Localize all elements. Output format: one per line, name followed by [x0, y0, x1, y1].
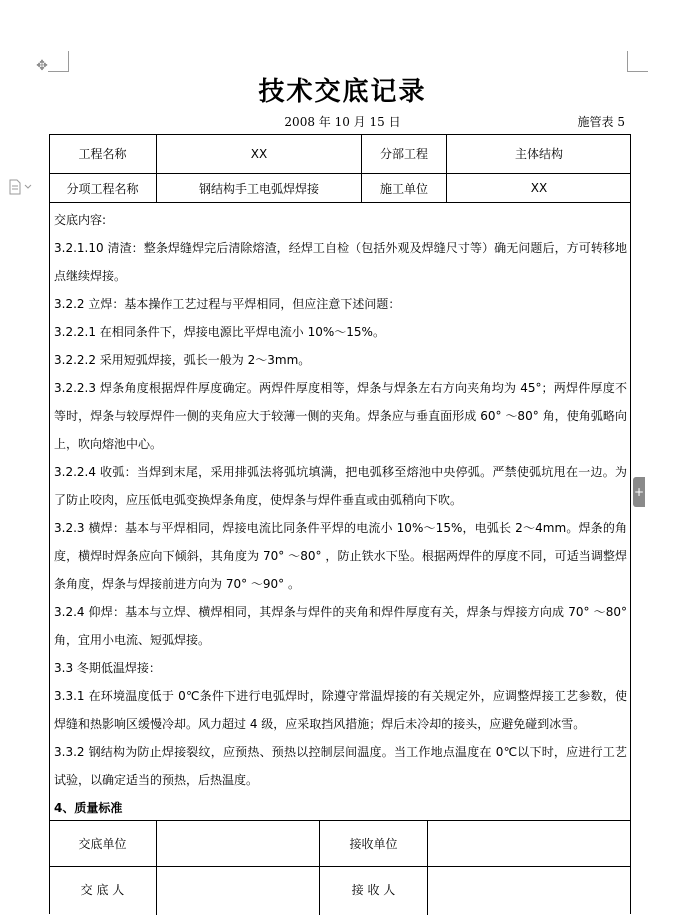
content-paragraph: 3.2.2.3 焊条角度根据焊件厚度确定。两焊件厚度相等，焊条与焊条左右方向夹角均为 45°；两焊件厚度不等时，焊条与较厚焊件一侧的夹角应大于较薄一侧的夹角。焊条应与垂直面形成 60° ～80° 角，使角弧略向上，吹向熔池中心。	[54, 381, 627, 451]
project-name-label: 工程名称	[78, 147, 127, 161]
division-label: 分部工程	[379, 147, 428, 161]
document-title: 技术交底记录	[258, 77, 427, 107]
receiving-unit-label: 接收单位	[349, 837, 398, 851]
disclosing-unit-label: 交底单位	[78, 837, 127, 851]
subproject-name-value[interactable]: 钢结构手工电弧焊焊接	[198, 181, 319, 196]
construction-unit-value[interactable]: XX	[530, 181, 548, 195]
content-paragraph: 3.3.2 钢结构为防止焊接裂纹，应预热、预热以控制层间温度。当工作地点温度在 0℃以下时，应进行工艺试验，以确定适当的预热，后热温度。	[54, 745, 627, 787]
construction-unit-label: 施工单位	[379, 181, 428, 196]
form-code: 施管表 5	[577, 115, 625, 129]
side-panel-expand-icon[interactable]: +	[633, 477, 645, 507]
project-name-value[interactable]: XX	[250, 146, 268, 161]
division-value[interactable]: 主体结构	[514, 147, 563, 161]
table-move-handle-icon[interactable]: ✥	[36, 58, 48, 74]
content-paragraph: 3.2.2.1 在相同条件下，焊接电源比平焊电流小 10%～15%。	[54, 325, 385, 339]
receiving-unit-value[interactable]	[428, 821, 631, 866]
content-paragraph: 3.2.2.4 收弧：当焊到末尾，采用排弧法将弧坑填满，把电弧移至熔池中央停弧。严禁使弧坑甩在一边。为了防止咬肉，应压低电弧变换焊条角度，使焊条与焊件垂直或由弧稍向下吹。	[54, 465, 627, 507]
receiver-value[interactable]	[428, 867, 631, 911]
content-paragraph: 3.2.2.2 采用短弧焊接，弧长一般为 2～3mm。	[54, 353, 311, 367]
content-paragraph: 3.3 冬期低温焊接：	[54, 661, 161, 675]
disclosure-content[interactable]	[54, 206, 627, 822]
section-heading: 4、质量标准	[54, 801, 123, 815]
row-divider	[49, 202, 631, 203]
content-paragraph: 3.2.1.10 清渣：整条焊缝焊完后清除熔渣，经焊工自检（包括外观及焊缝尺寸等）确无问题后，方可转移地点继续焊接。	[54, 241, 627, 283]
document-date: 2008 年 10 月 15 日	[284, 115, 401, 129]
content-paragraph: 3.2.4 仰焊：基本与立焊、横焊相同，其焊条与焊件的夹角和焊件厚度有关，焊条与焊接方向成 70° ～80° 角，宜用小电流、短弧焊接。	[54, 605, 627, 647]
content-paragraph: 3.2.3 横焊：基本与平焊相同，焊接电流比同条件平焊的电流小 10%～15%，电弧长 2～4mm。焊条的角度，横焊时焊条应向下倾斜，其角度为 70° ～80° ，防止铁水下坠。根据两焊件的厚度不同，可适当调整焊条角度，焊条与焊接前进方向为 70° ～90° 。	[54, 521, 627, 591]
content-paragraph: 3.3.1 在环境温度低于 0℃条件下进行电弧焊时，除遵守常温焊接的有关规定外，应调整焊接工艺参数，使焊缝和热影响区缓慢冷却。风力超过 4 级，应采取挡风措施；焊后未冷却的接头，应避免碰到冰雪。	[54, 689, 627, 731]
discloser-label: 交 底 人	[80, 882, 125, 897]
disclosing-unit-value[interactable]	[157, 821, 319, 866]
subproject-name-label: 分项工程名称	[66, 181, 139, 196]
content-paragraph: 3.2.2 立焊：基本操作工艺过程与平焊相同，但应注意下述问题：	[54, 297, 401, 311]
receiver-label: 接 收 人	[351, 882, 396, 897]
document-outline-icon[interactable]	[8, 179, 34, 195]
page-corner-mark-top-left	[48, 51, 69, 72]
content-paragraph: 交底内容:	[54, 213, 107, 227]
page-corner-mark-top-right	[627, 51, 648, 72]
discloser-value[interactable]	[157, 867, 319, 911]
